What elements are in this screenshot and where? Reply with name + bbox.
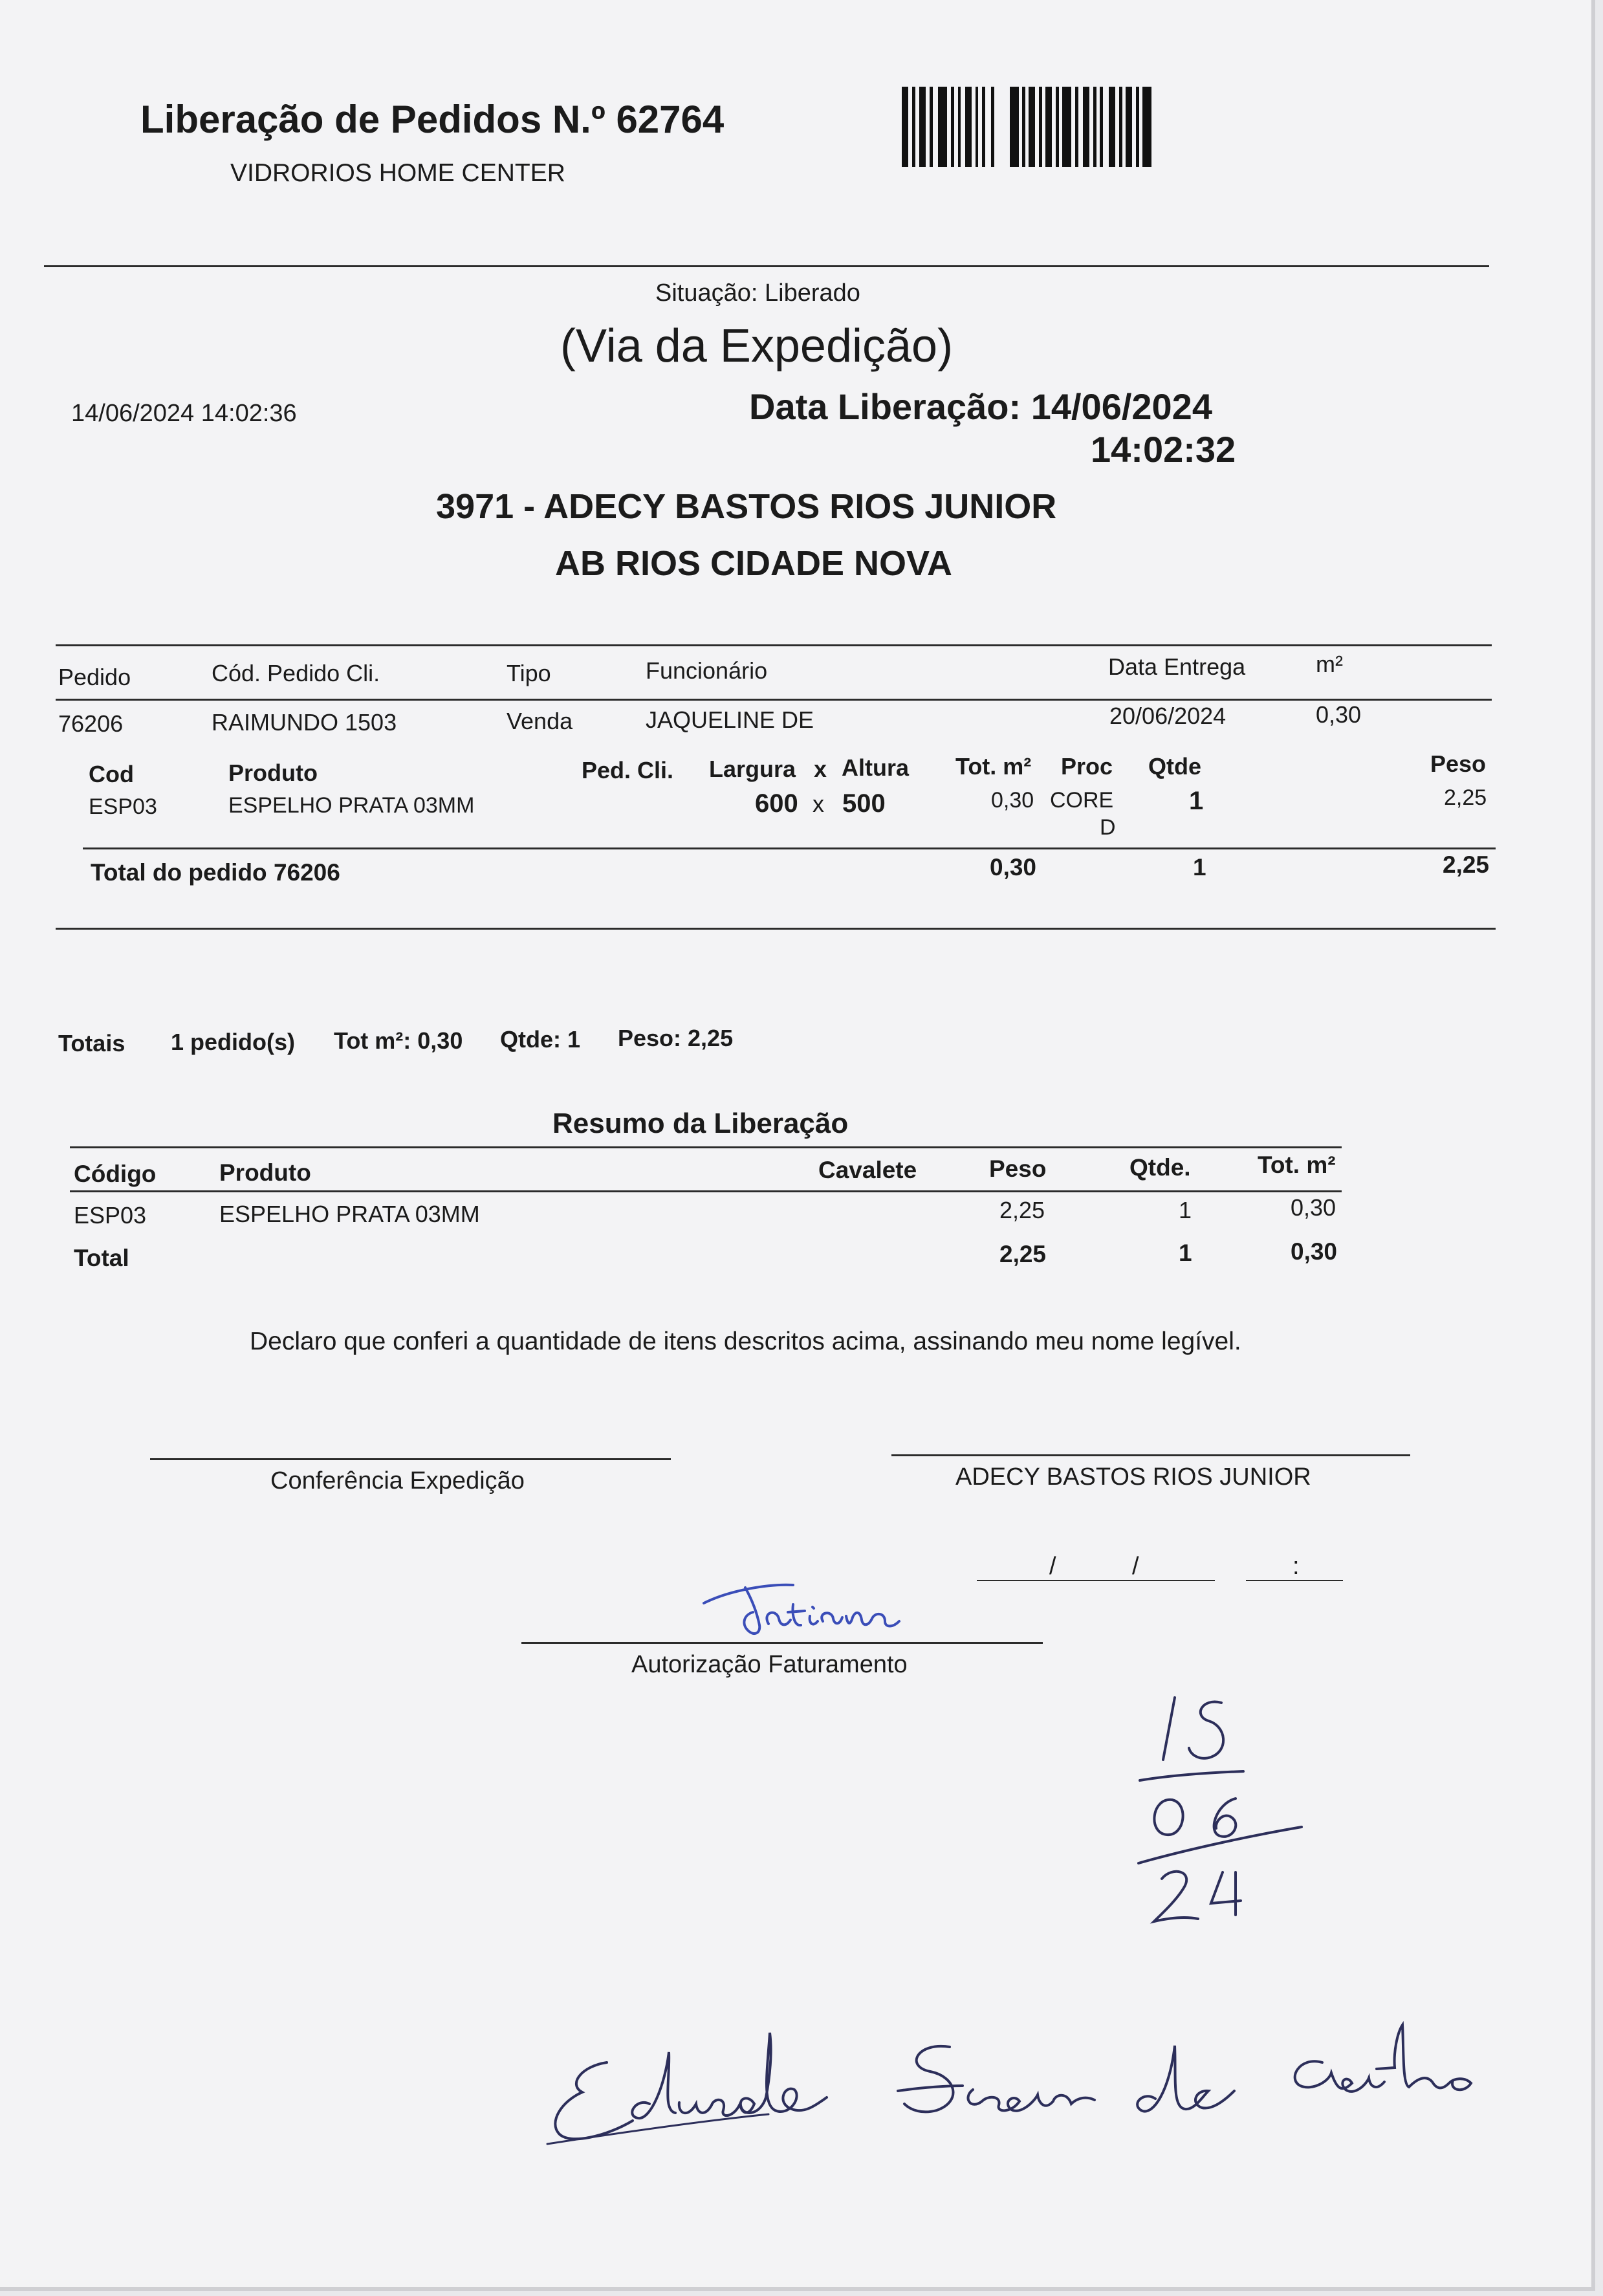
items-header-altura: Altura bbox=[842, 754, 910, 781]
items-total-line bbox=[83, 847, 1496, 849]
header-divider bbox=[44, 265, 1489, 267]
status-text: Situação: Liberado bbox=[655, 279, 860, 307]
order-cell-pedido: 76206 bbox=[58, 710, 124, 737]
customer-company: AB RIOS CIDADE NOVA bbox=[555, 544, 953, 583]
authorization-label: Autorização Faturamento bbox=[631, 1651, 908, 1678]
date-slash-2: / bbox=[1132, 1553, 1139, 1580]
section-divider bbox=[56, 928, 1496, 930]
resumo-cell-peso: 2,25 bbox=[999, 1197, 1045, 1223]
signature-label-right: ADECY BASTOS RIOS JUNIOR bbox=[955, 1463, 1311, 1491]
item-x: x bbox=[812, 791, 824, 817]
date-blank-line bbox=[977, 1580, 1215, 1581]
authorization-signature bbox=[691, 1566, 911, 1643]
item-qtde: 1 bbox=[1189, 787, 1204, 815]
items-header-qtde: Qtde bbox=[1148, 753, 1202, 780]
order-cell-data-entrega: 20/06/2024 bbox=[1109, 703, 1227, 729]
order-cell-funcionario: JAQUELINE DE bbox=[646, 706, 814, 733]
resumo-total-tot-m2: 0,30 bbox=[1291, 1238, 1338, 1265]
order-header-cod-cli: Cód. Pedido Cli. bbox=[212, 660, 380, 686]
items-header-tot-m2: Tot. m² bbox=[955, 753, 1032, 780]
date-slash-1: / bbox=[1049, 1553, 1056, 1580]
order-cell-cod-cli: RAIMUNDO 1503 bbox=[212, 709, 397, 736]
totals-qtde: Qtde: 1 bbox=[500, 1026, 581, 1053]
declaration-text: Declaro que conferi a quantidade de itens descritos acima, assinando meu nome legível. bbox=[250, 1328, 1241, 1355]
order-total-m2: 0,30 bbox=[990, 854, 1037, 880]
resumo-total-label: Total bbox=[74, 1245, 129, 1271]
resumo-top-line bbox=[70, 1146, 1342, 1148]
signature-line-left bbox=[150, 1458, 671, 1460]
item-largura: 600 bbox=[755, 789, 798, 818]
order-table-header-line bbox=[56, 699, 1492, 701]
order-header-data-entrega: Data Entrega bbox=[1108, 653, 1246, 680]
order-table-top-line bbox=[56, 644, 1492, 646]
resumo-header-produto: Produto bbox=[219, 1159, 311, 1186]
release-time: 14:02:32 bbox=[1091, 429, 1236, 470]
resumo-header-peso: Peso bbox=[989, 1155, 1047, 1182]
order-total-qtde: 1 bbox=[1193, 854, 1206, 880]
item-cod: ESP03 bbox=[89, 794, 157, 819]
signature-label-left: Conferência Expedição bbox=[270, 1467, 525, 1494]
order-cell-m2: 0,30 bbox=[1316, 701, 1362, 728]
resumo-title: Resumo da Liberação bbox=[552, 1108, 849, 1139]
release-date: Data Liberação: 14/06/2024 bbox=[749, 386, 1212, 427]
totals-m2: Tot m²: 0,30 bbox=[334, 1027, 463, 1054]
resumo-cell-codigo: ESP03 bbox=[74, 1202, 147, 1229]
item-altura: 500 bbox=[842, 789, 886, 818]
resumo-header-line bbox=[70, 1190, 1342, 1192]
items-header-produto: Produto bbox=[228, 760, 318, 786]
resumo-total-qtde: 1 bbox=[1179, 1240, 1192, 1266]
print-timestamp: 14/06/2024 14:02:36 bbox=[71, 400, 297, 427]
copy-label: (Via da Expedição) bbox=[560, 320, 954, 372]
totals-peso: Peso: 2,25 bbox=[618, 1025, 734, 1051]
totals-label: Totais bbox=[58, 1030, 125, 1056]
items-header-x: x bbox=[814, 756, 827, 782]
items-header-largura: Largura bbox=[709, 756, 796, 782]
order-cell-tipo: Venda bbox=[507, 708, 573, 734]
company-name: VIDRORIOS HOME CENTER bbox=[230, 159, 565, 187]
resumo-cell-tot-m2: 0,30 bbox=[1291, 1194, 1336, 1221]
order-header-pedido: Pedido bbox=[58, 664, 131, 690]
resumo-header-cavalete: Cavalete bbox=[818, 1157, 917, 1183]
items-header-peso: Peso bbox=[1430, 750, 1487, 777]
resumo-cell-qtde: 1 bbox=[1179, 1197, 1192, 1223]
resumo-total-peso: 2,25 bbox=[999, 1241, 1047, 1267]
item-peso: 2,25 bbox=[1444, 785, 1487, 810]
totals-pedidos: 1 pedido(s) bbox=[171, 1029, 296, 1055]
resumo-cell-produto: ESPELHO PRATA 03MM bbox=[219, 1201, 480, 1227]
items-header-proc: Proc bbox=[1061, 753, 1113, 780]
document-title: Liberação de Pedidos N.º 62764 bbox=[140, 98, 725, 141]
bottom-signature bbox=[536, 2007, 1506, 2156]
resumo-header-tot-m2: Tot. m² bbox=[1258, 1152, 1336, 1178]
order-header-m2: m² bbox=[1316, 651, 1343, 677]
customer-name: 3971 - ADECY BASTOS RIOS JUNIOR bbox=[436, 487, 1057, 526]
time-colon: : bbox=[1292, 1553, 1300, 1580]
authorization-line bbox=[521, 1642, 1043, 1644]
barcode-image bbox=[902, 87, 1155, 167]
item-produto: ESPELHO PRATA 03MM bbox=[228, 793, 475, 818]
resumo-header-codigo: Código bbox=[74, 1161, 157, 1187]
items-header-cod: Cod bbox=[89, 761, 134, 787]
item-proc-line2: D bbox=[1100, 815, 1116, 840]
order-total-label: Total do pedido 76206 bbox=[91, 859, 340, 886]
resumo-header-qtde: Qtde. bbox=[1129, 1154, 1191, 1181]
items-header-ped-cli: Ped. Cli. bbox=[582, 757, 674, 783]
handwritten-date bbox=[1126, 1690, 1320, 1955]
order-total-peso: 2,25 bbox=[1443, 851, 1490, 878]
order-header-funcionario: Funcionário bbox=[646, 657, 768, 684]
item-proc-line1: CORE bbox=[1050, 788, 1114, 813]
order-header-tipo: Tipo bbox=[507, 660, 551, 686]
signature-line-right bbox=[891, 1454, 1410, 1456]
item-tot-m2: 0,30 bbox=[991, 788, 1034, 813]
